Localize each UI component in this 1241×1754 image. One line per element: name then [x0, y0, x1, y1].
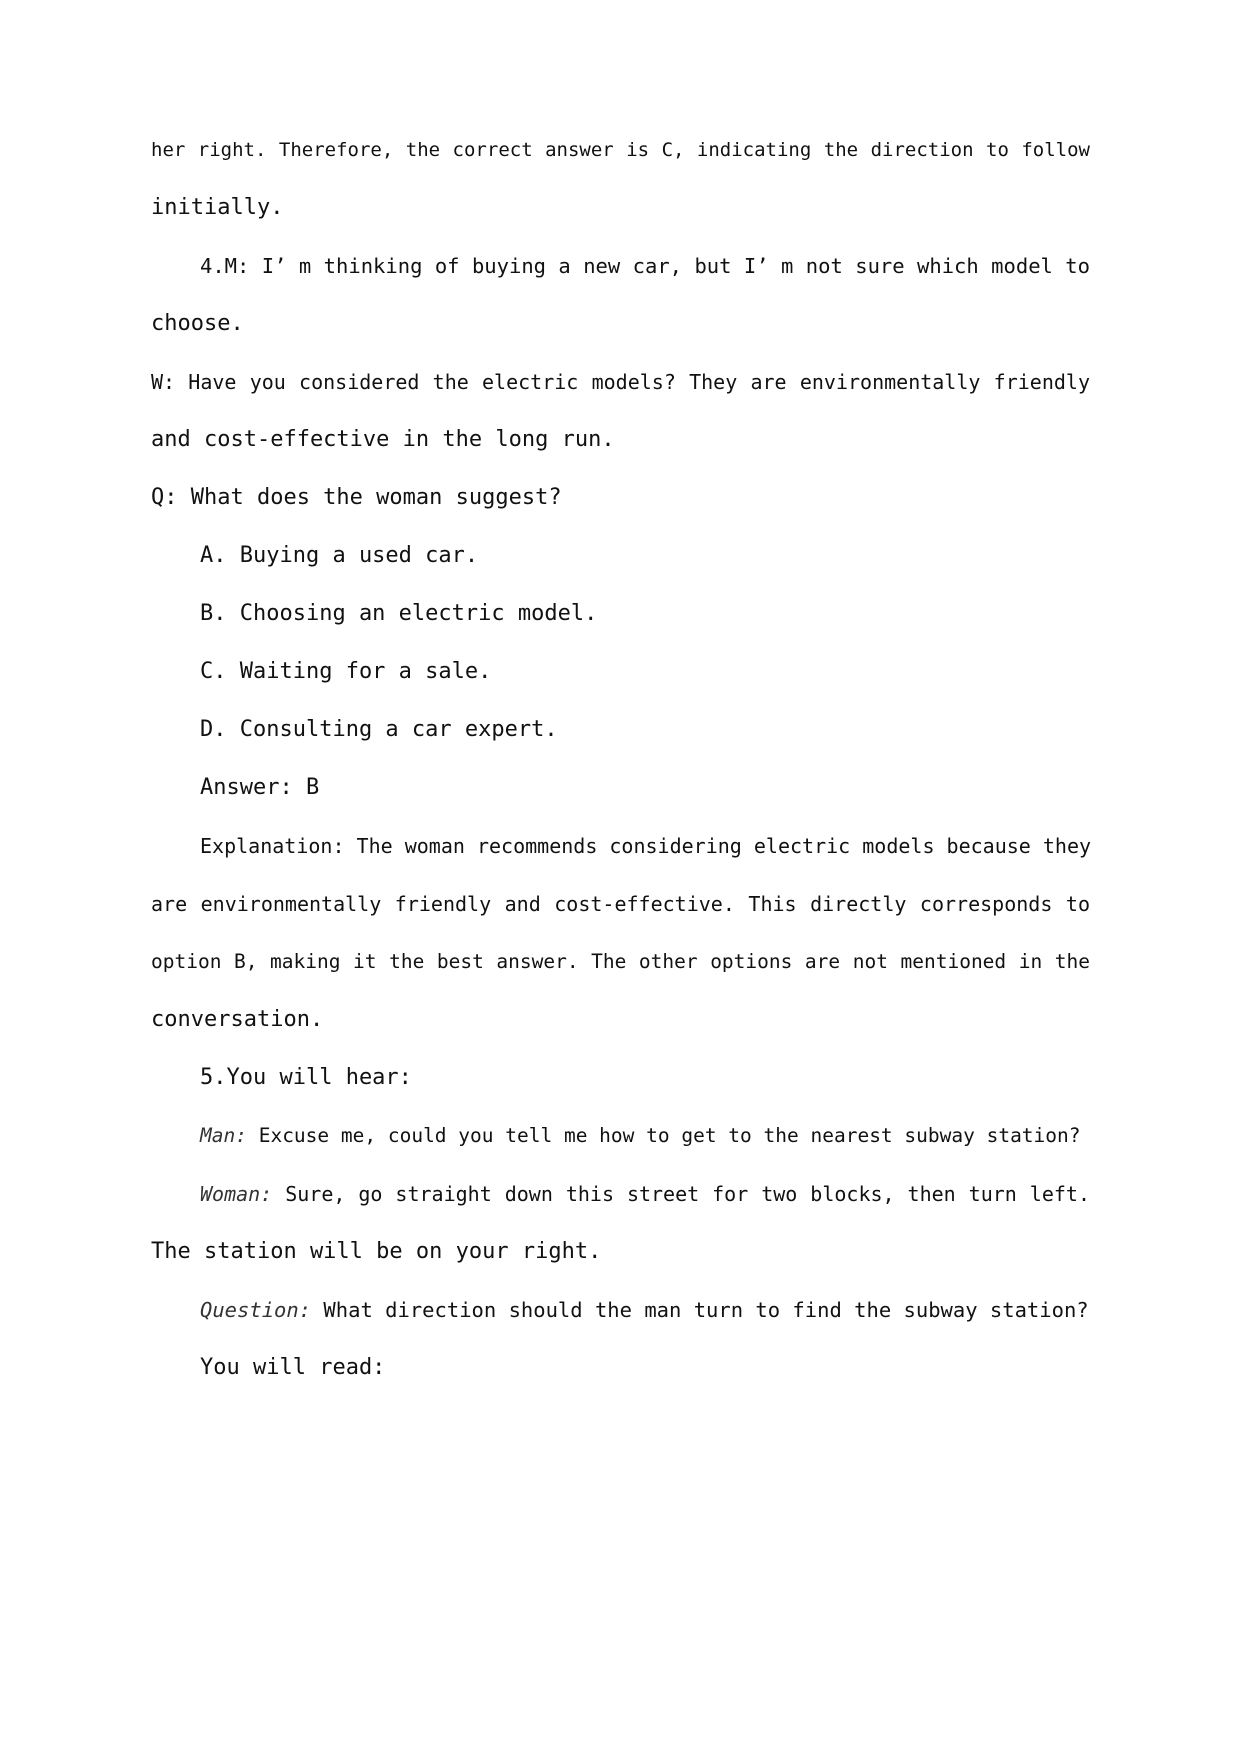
continuation-line-2: initially. — [151, 195, 284, 220]
q4-man-line-2: choose. — [151, 311, 244, 336]
q4-man-line-1: 4.M: I’ m thinking of buying a new car, but I’ m not sure which model to — [200, 254, 1090, 278]
question-text: What direction should the man turn to find the subway station? — [311, 1298, 1089, 1322]
q4-explanation-line-3: option B, making it the best answer. The other options are not mentioned in the — [151, 950, 1090, 973]
q4-option-d: D. Consulting a car expert. — [200, 717, 558, 742]
man-speaker-label: Man: — [200, 1124, 247, 1147]
q4-question: Q: What does the woman suggest? — [151, 485, 562, 510]
q4-option-b: B. Choosing an electric model. — [200, 601, 598, 626]
man-speech: Excuse me, could you tell me how to get to the nearest subway station? — [246, 1124, 1081, 1147]
woman-speech: Sure, go straight down this street for two blocks, then turn left. — [272, 1182, 1090, 1206]
q4-answer: Answer: B — [200, 775, 320, 800]
woman-speaker-label: Woman: — [200, 1182, 273, 1206]
q5-intro: 5.You will hear: — [200, 1065, 412, 1090]
continuation-line-1: her right. Therefore, the correct answer is C, indicating the direction to follow — [151, 139, 1090, 161]
q4-option-a: A. Buying a used car. — [200, 543, 479, 568]
q4-woman-line-1: W: Have you considered the electric models? They are environmentally friendly — [151, 370, 1090, 394]
question-label: Question: — [200, 1298, 312, 1322]
q5-woman-line-1 — [200, 1174, 1090, 1214]
q5-woman-line-2: The station will be on your right. — [151, 1239, 602, 1264]
q4-woman-line-2: and cost-effective in the long run. — [151, 427, 615, 452]
q4-explanation-line-2: are environmentally friendly and cost-effective. This directly corresponds to — [151, 892, 1090, 916]
q4-explanation-line-4: conversation. — [151, 1007, 324, 1032]
q4-explanation-line-1: Explanation: The woman recommends considering electric models because they — [200, 834, 1092, 858]
q5-man-line — [200, 1116, 1090, 1156]
q4-option-c: C. Waiting for a sale. — [200, 659, 492, 684]
q5-read-label: You will read: — [200, 1355, 386, 1380]
q5-question-line — [200, 1290, 1090, 1330]
